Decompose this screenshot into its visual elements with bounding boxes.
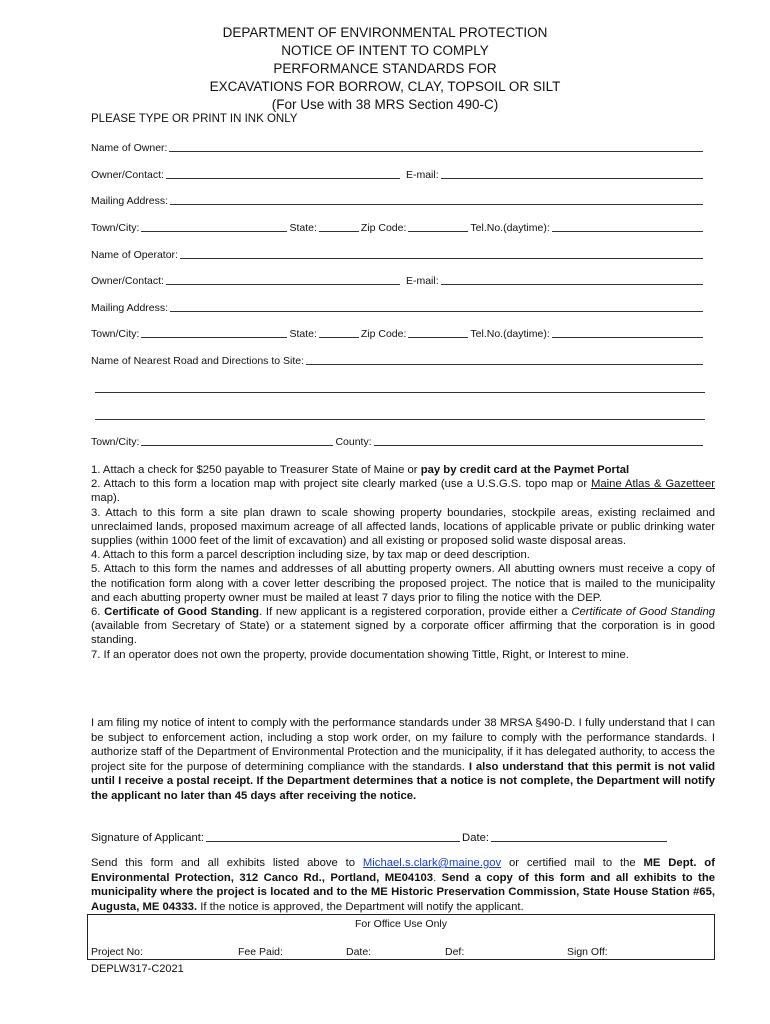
operator-town-row — [91, 328, 705, 340]
office-use-box — [87, 914, 715, 960]
good-standing-term: Certificate of Good Standing — [571, 606, 716, 619]
send-instructions — [91, 856, 715, 914]
contact-email-link[interactable]: Michael.s.clark@maine.gov — [362, 857, 502, 869]
fee-paid-label: Fee Paid: — [238, 946, 283, 958]
owner-state-line[interactable] — [319, 230, 359, 232]
operator-name-line[interactable] — [180, 257, 703, 259]
owner-email-line[interactable] — [441, 177, 703, 179]
copy-instructions: Send a copy of this form and all exhibits to the municipality where the project is located and to the ME Historic Preservation Commission, State House Station #65, Augusta, ME 04333. — [91, 871, 716, 913]
dep-address: ME Dept. of Environmental Protection, 312 Canco Rd., Portland, ME04103 — [91, 857, 715, 884]
form-title-standards: PERFORMANCE STANDARDS FOR — [273, 61, 497, 76]
form-subtitle: (For Use with 38 MRS Section 490-C) — [271, 97, 499, 112]
list-item: 7. If an operator does not own the property, provide documentation showing Tittle, Right, or Interest to mine. — [91, 648, 629, 661]
operator-state-label: State: — [289, 328, 317, 340]
owner-email-label: E-mail: — [405, 169, 439, 181]
date-line[interactable] — [491, 840, 667, 842]
operator-contact-line[interactable] — [166, 283, 400, 285]
owner-name-field[interactable] — [91, 142, 705, 154]
list-item: 4. Attach to this form a parcel description including size, by tax map or deed description. — [91, 549, 530, 562]
operator-address-field[interactable] — [91, 302, 705, 314]
owner-town-line[interactable] — [141, 230, 287, 232]
directions-line-3[interactable] — [95, 419, 705, 420]
applicant-statement — [91, 716, 715, 804]
owner-zip-line[interactable] — [408, 230, 468, 232]
operator-tel-line[interactable] — [552, 336, 703, 338]
maine-atlas-link[interactable]: Maine Atlas & Gazetteer — [590, 478, 715, 491]
item-6-number: 6. — [91, 606, 105, 619]
directions-line[interactable] — [306, 363, 703, 365]
operator-town-line[interactable] — [141, 336, 287, 338]
list-item — [91, 477, 715, 505]
statement-text: I am filing my notice of intent to comply with the performance standards under 38 MRSA §490-D. I fully understand that I can be subject to enforcement action, including a stop work order, on my failure to comply with the performance standards. I authorize staff of the Department of Environmental Protection and the municipality, if it has delegated authority, to access the project site for the purpose of determining compliance with the standards. — [91, 717, 715, 773]
operator-name-label: Name of Operator: — [91, 249, 178, 261]
form-number: DEPLW317-C2021 — [91, 963, 184, 975]
signature-label: Signature of Applicant: — [91, 832, 205, 844]
owner-town-label: Town/City: — [91, 222, 140, 234]
operator-address-label: Mailing Address: — [91, 302, 169, 314]
operator-name-field[interactable] — [91, 249, 705, 261]
item-2-end: map). — [91, 492, 120, 505]
owner-address-line[interactable] — [170, 203, 703, 205]
list-item: 3. Attach to this form a site plan drawn to scale showing property boundaries, stockpile areas, existing reclaimed and unreclaimed lands, proposed maximum acreage of all affected lands, locations of applicable private or public drinking water supplies (within 1000 feet of the limit of excavation) and all existing or proposed solid waste disposal areas. — [91, 506, 715, 548]
site-county-line[interactable] — [374, 444, 703, 446]
owner-contact-row — [91, 169, 705, 181]
site-town-line[interactable] — [141, 444, 333, 446]
operator-zip-label: Zip Code: — [360, 328, 407, 340]
site-county-label: County: — [335, 436, 372, 448]
directions-label: Name of Nearest Road and Directions to Site: — [91, 355, 305, 367]
signature-line[interactable] — [206, 840, 460, 842]
office-date-label: Date: — [346, 946, 372, 958]
instructions-list — [91, 463, 715, 662]
directions-field[interactable] — [91, 355, 705, 367]
directions-line-2[interactable] — [95, 392, 705, 393]
operator-email-label: E-mail: — [405, 275, 439, 287]
project-no-label: Project No: — [91, 946, 143, 958]
owner-address-field[interactable] — [91, 195, 705, 207]
date-label: Date: — [462, 832, 490, 844]
operator-contact-label: Owner/Contact: — [91, 275, 164, 287]
list-item — [91, 605, 715, 648]
operator-town-label: Town/City: — [91, 328, 140, 340]
site-town-row — [91, 436, 705, 448]
owner-zip-label: Zip Code: — [360, 222, 407, 234]
item-1-text: 1. Attach a check for $250 payable to Treasurer State of Maine or — [91, 464, 421, 476]
send-text-2: or certified mail to the — [501, 857, 644, 869]
operator-zip-line[interactable] — [408, 336, 468, 338]
list-item: 5. Attach to this form the names and addresses of all abutting property owners. All abutting owners must receive a copy of the notification form along with a cover letter describing the proposed project. The notice that is mailed to the municipality and each abutting property owner must be mailed at least 7 days prior to filing the notice with the DEP. — [91, 563, 715, 604]
owner-state-label: State: — [289, 222, 317, 234]
list-item — [91, 463, 715, 477]
owner-name-line[interactable] — [169, 150, 703, 152]
operator-tel-label: Tel.No.(daytime): — [470, 328, 550, 340]
owner-address-label: Mailing Address: — [91, 195, 169, 207]
owner-contact-label: Owner/Contact: — [91, 169, 164, 181]
operator-contact-row — [91, 275, 705, 287]
owner-contact-line[interactable] — [166, 177, 400, 179]
operator-address-line[interactable] — [170, 310, 703, 312]
owner-tel-line[interactable] — [552, 230, 703, 232]
owner-town-row — [91, 222, 705, 234]
def-label: Def: — [445, 946, 465, 958]
item-6-end: (available from Secretary of State) or a statement signed by a corporate officer affirming that the corporation is in good standing. — [91, 620, 715, 647]
send-text: Send this form and all exhibits listed above to — [91, 857, 363, 869]
form-title-notice: NOTICE OF INTENT TO COMPLY — [281, 43, 489, 58]
form-title-department: DEPARTMENT OF ENVIRONMENTAL PROTECTION — [222, 25, 548, 40]
send-sep: . — [433, 871, 442, 884]
owner-tel-label: Tel.No.(daytime): — [470, 222, 550, 234]
operator-email-line[interactable] — [441, 283, 703, 285]
statement-bold-text: I also understand that this permit is not valid until I receive a postal receipt. If the Department determines that a notice is not complete, the Department will notify the applicant no later than 45 days after receiving the notice. — [91, 760, 716, 802]
owner-name-label: Name of Owner: — [91, 142, 168, 154]
item-2-text: 2. Attach to this form a location map with project site clearly marked (use a U.S.G.S. topo map or — [91, 478, 591, 491]
signature-row — [91, 832, 705, 844]
approval-note: If the notice is approved, the Department will notify the applicant. — [197, 900, 524, 913]
item-6-text: . If new applicant is a registered corporation, provide either a — [259, 606, 572, 619]
good-standing-heading: Certificate of Good Standing — [104, 606, 260, 619]
site-town-label: Town/City: — [91, 436, 140, 448]
payment-portal-text: pay by credit card at the Paymet Portal — [420, 464, 630, 476]
print-instruction: PLEASE TYPE OR PRINT IN INK ONLY — [91, 113, 298, 125]
office-use-title: For Office Use Only — [355, 918, 447, 930]
operator-state-line[interactable] — [319, 336, 359, 338]
form-title-excavations: EXCAVATIONS FOR BORROW, CLAY, TOPSOIL OR SILT — [209, 79, 561, 94]
sign-off-label: Sign Off: — [567, 946, 608, 958]
